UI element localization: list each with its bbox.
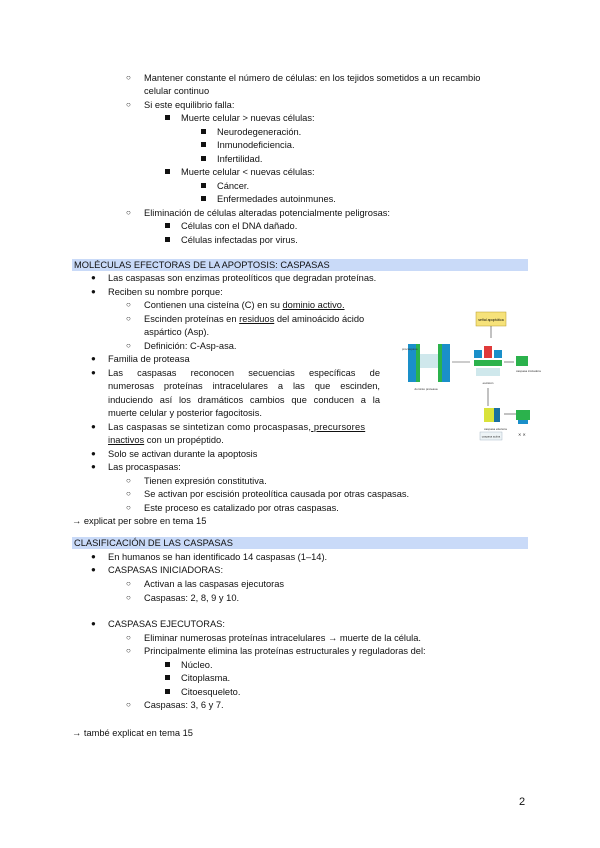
list-item: Las caspasas reconocen secuencias específicas de — [108, 368, 380, 378]
list-item: Muerte celular < nuevas células: — [181, 167, 315, 177]
list-item — [108, 434, 224, 446]
list-item: Inmunodeficiencia. — [217, 140, 295, 150]
square-bullet — [165, 223, 170, 228]
cleavage-marks: ✕ ✕ — [518, 432, 526, 437]
circle-bullet: ○ — [126, 700, 131, 709]
list-item: Tienen expresión constitutiva. — [144, 476, 267, 486]
list-item: Definición: C-Asp-asa. — [144, 341, 237, 351]
list-item: Caspasas: 2, 8, 9 y 10. — [144, 593, 240, 603]
circle-bullet: ○ — [126, 300, 131, 309]
list-item: Mantener constante el número de células: en los tejidos sometidos a un recambio — [144, 73, 481, 83]
list-item: Si este equilibrio falla: — [144, 100, 235, 110]
underlined-term: residuos — [239, 314, 275, 324]
bullet: ● — [91, 368, 96, 377]
list-item: Este proceso es catalizado por otras caspasas. — [144, 503, 339, 513]
section-heading-text: MOLÉCULAS EFECTORAS DE LA APOPTOSIS: CASPASAS — [74, 260, 330, 270]
square-bullet — [201, 129, 206, 134]
dimer-top-right — [494, 350, 502, 358]
section-heading-caspasas — [72, 259, 528, 271]
caspase-activation-diagram — [396, 310, 541, 460]
text-run: Contienen una cisteína (C) en su — [144, 300, 283, 310]
square-bullet — [201, 196, 206, 201]
circle-bullet: ○ — [126, 646, 131, 655]
text-run: con un propéptido. — [144, 435, 224, 445]
square-bullet — [165, 169, 170, 174]
procaspase-right — [442, 344, 450, 382]
text-run: Escinden proteínas en — [144, 314, 240, 324]
square-bullet — [201, 183, 206, 188]
signal-label: señal apoptótica — [478, 318, 504, 322]
procaspase-middle — [420, 354, 438, 368]
dimer-top-left — [474, 350, 482, 358]
text-run: del aminoácido ácido — [274, 314, 365, 324]
bullet: ● — [91, 619, 96, 628]
underlined-term: precursores — [311, 422, 366, 432]
list-item: CASPASAS EJECUTORAS: — [108, 619, 225, 629]
effector-blue — [494, 408, 500, 422]
list-item: Núcleo. — [181, 660, 213, 670]
circle-bullet: ○ — [126, 633, 131, 642]
bullet: ● — [91, 273, 96, 282]
list-item: Células infectadas por virus. — [181, 235, 298, 245]
bullet: ● — [91, 449, 96, 458]
note: → també explicat en tema 15 — [72, 728, 193, 738]
circle-bullet: ○ — [126, 100, 131, 109]
list-item: Muerte celular > nuevas células: — [181, 113, 315, 123]
list-item: Las caspasas son enzimas proteolíticos que degradan proteínas. — [108, 273, 377, 283]
text-run: Las caspasas se sintetizan como procaspasas, — [108, 422, 312, 432]
square-bullet — [165, 675, 170, 680]
list-item: Las procaspasas: — [108, 462, 181, 472]
bullet: ● — [91, 354, 96, 363]
circle-bullet: ○ — [126, 341, 131, 350]
list-item: Se activan por escisión proteolítica causada por otras caspasas. — [144, 489, 410, 499]
dimer-top-red — [484, 346, 492, 358]
section-heading-clasificacion — [72, 537, 528, 549]
list-item — [108, 421, 365, 433]
circle-bullet: ○ — [126, 489, 131, 498]
square-bullet — [165, 237, 170, 242]
bullet: ● — [91, 552, 96, 561]
list-item: aspártico (Asp). — [144, 327, 210, 337]
list-item: Eliminar numerosas proteínas intracelulares → muerte de la célula. — [144, 633, 421, 643]
effector-yellow — [484, 408, 494, 422]
label-procaspasa: procaspasa — [402, 347, 418, 351]
section-heading-text: CLASIFICACIÓN DE LAS CASPASAS — [74, 538, 233, 548]
label-escision: escisión — [482, 381, 494, 385]
list-item: Familia de proteasa — [108, 354, 190, 364]
circle-bullet: ○ — [126, 593, 131, 602]
circle-bullet: ○ — [126, 579, 131, 588]
list-item: CASPASAS INICIADORAS: — [108, 565, 224, 575]
dimer-bottom — [476, 368, 500, 376]
label-dominio: dominio proteasa — [414, 387, 438, 391]
circle-bullet: ○ — [126, 208, 131, 217]
list-item — [144, 299, 345, 311]
diagram-svg — [396, 310, 541, 460]
list-item: Infertilidad. — [217, 154, 263, 164]
bullet: ● — [91, 422, 96, 431]
label-dimer: caspasa activa — [481, 434, 501, 439]
circle-bullet: ○ — [126, 73, 131, 82]
square-bullet — [165, 662, 170, 667]
list-item: En humanos se han identificado 14 caspasas (1–14). — [108, 552, 328, 562]
dimer-band — [474, 360, 502, 366]
list-item: Citoesqueleto. — [181, 687, 241, 697]
page-number: 2 — [519, 796, 526, 808]
label-efectora: caspasa efectora — [484, 427, 507, 431]
underlined-term: inactivos — [108, 435, 145, 445]
list-item: Principalmente elimina las proteínas estructurales y reguladoras del: — [144, 646, 426, 656]
procaspase-right-domain — [438, 344, 442, 382]
square-bullet — [165, 689, 170, 694]
circle-bullet: ○ — [126, 314, 131, 323]
bullet: ● — [91, 287, 96, 296]
bullet: ● — [91, 462, 96, 471]
active-caspase — [516, 356, 528, 366]
square-bullet — [201, 142, 206, 147]
bullet: ● — [91, 565, 96, 574]
list-item: Neurodegeneración. — [217, 127, 302, 137]
circle-bullet: ○ — [126, 476, 131, 485]
list-item: Células con el DNA dañado. — [181, 221, 298, 231]
list-item: Caspasas: 3, 6 y 7. — [144, 700, 224, 710]
active-effector-base — [518, 420, 528, 424]
circle-bullet: ○ — [126, 503, 131, 512]
active-effector — [516, 410, 530, 420]
list-item: Enfermedades autoinmunes. — [217, 194, 336, 204]
list-item: Solo se activan durante la apoptosis — [108, 449, 258, 459]
note: → explicat per sobre en tema 15 — [72, 516, 207, 526]
square-bullet — [201, 156, 206, 161]
list-item: celular continuo — [144, 86, 210, 96]
list-item: Reciben su nombre porque: — [108, 287, 223, 297]
list-item: Cáncer. — [217, 181, 250, 191]
list-item — [144, 313, 364, 325]
underlined-term: dominio activo. — [282, 300, 345, 310]
list-item: induciendo así los dramáticos cambios que conducen a la — [108, 395, 380, 405]
list-item: Citoplasma. — [181, 673, 231, 683]
list-item: muerte celular y posterior fagocitosis. — [108, 408, 262, 418]
list-item: numerosas proteínas intracelulares a las que escinden, — [108, 381, 380, 391]
square-bullet — [165, 115, 170, 120]
label-iniciadora: caspasa iniciadora — [516, 369, 541, 373]
list-item: Activan a las caspasas ejecutoras — [144, 579, 285, 589]
list-item: Eliminación de células alteradas potencialmente peligrosas: — [144, 208, 390, 218]
